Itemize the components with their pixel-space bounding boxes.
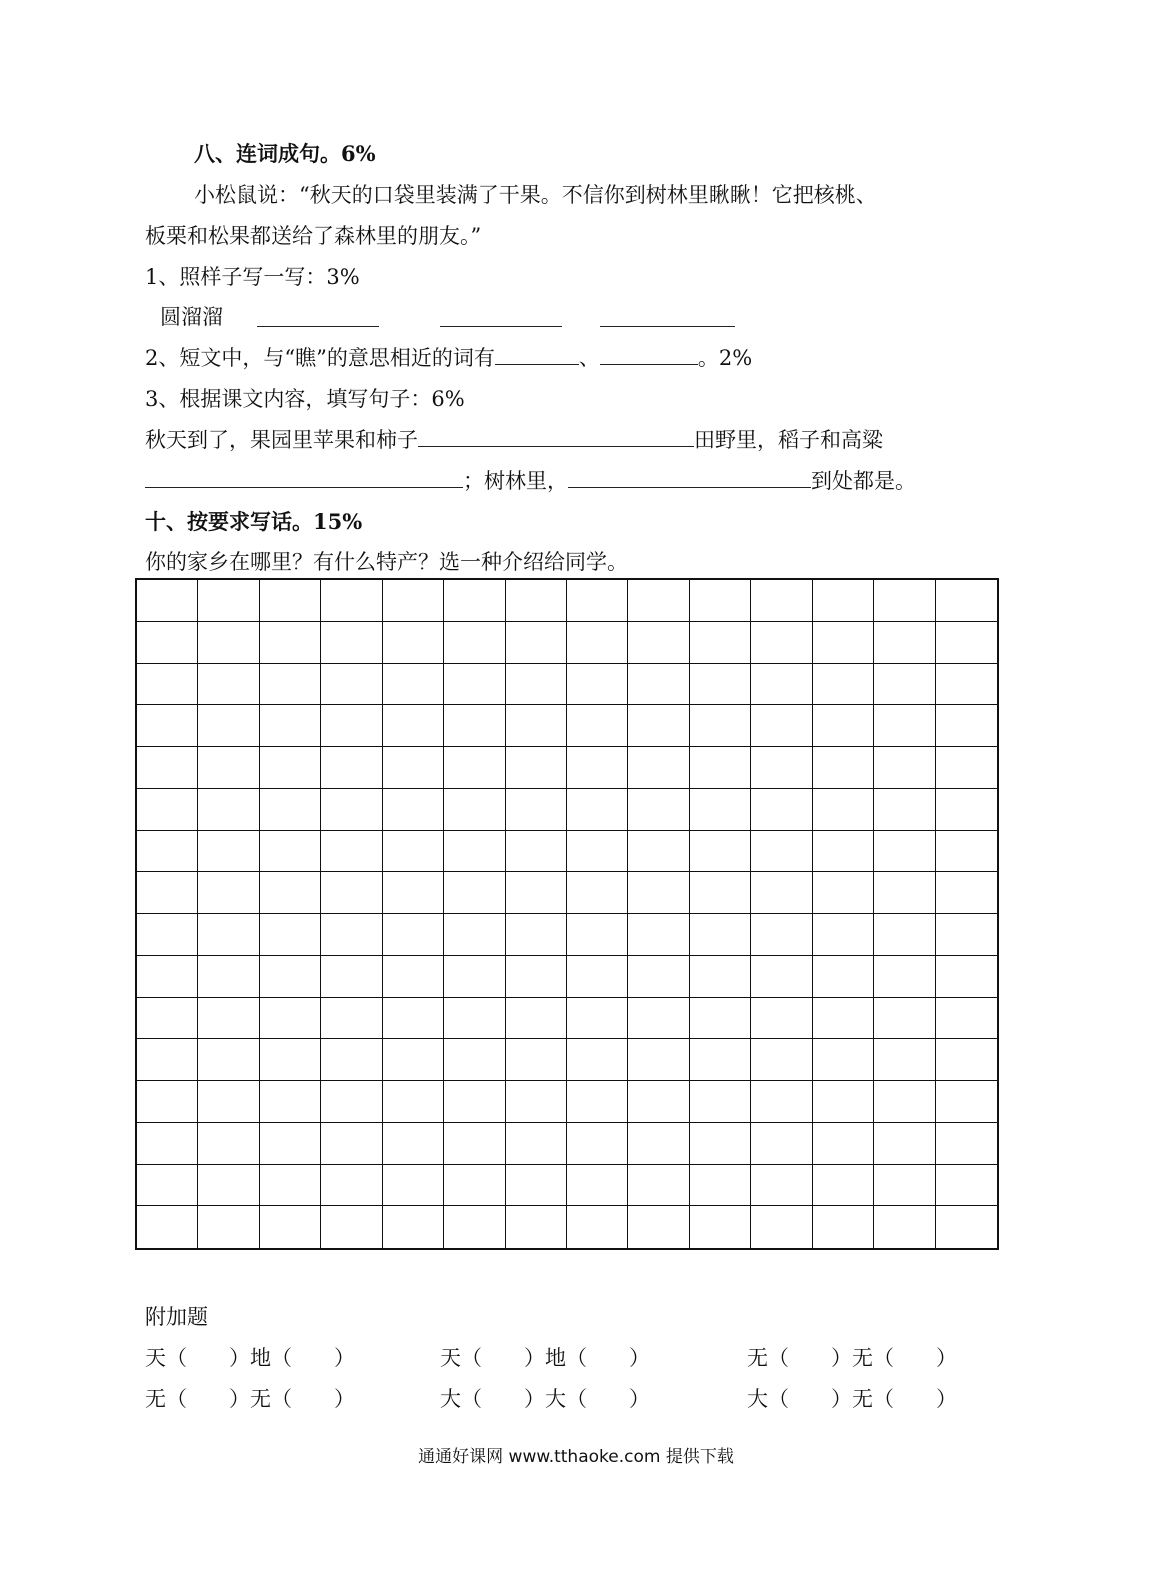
grid-cell[interactable] [690, 1081, 751, 1123]
grid-cell[interactable] [567, 580, 628, 622]
grid-cell[interactable] [198, 1081, 259, 1123]
section-10-title: 十、按要求写话。15% [145, 509, 363, 534]
grid-cell[interactable] [567, 789, 628, 831]
extra-row-2-col-1: 无（ ）无（ ） [145, 1387, 355, 1411]
grid-cell[interactable] [813, 1165, 874, 1207]
grid-cell[interactable] [321, 622, 382, 664]
grid-cell[interactable] [936, 664, 997, 706]
grid-cell[interactable] [690, 914, 751, 956]
question-3-line-2-end: 到处都是。 [811, 469, 916, 493]
grid-cell[interactable] [506, 872, 567, 914]
grid-cell[interactable] [690, 747, 751, 789]
question-3-line-2-mid: ；树林里， [463, 469, 568, 493]
writing-grid[interactable] [135, 578, 999, 1250]
grid-cell[interactable] [874, 1165, 935, 1207]
question-2-row [145, 344, 752, 372]
grid-cell[interactable] [383, 1039, 444, 1081]
grid-cell[interactable] [874, 664, 935, 706]
grid-cell[interactable] [813, 789, 874, 831]
grid-cell[interactable] [321, 580, 382, 622]
grid-cell[interactable] [813, 1206, 874, 1248]
grid-cell[interactable] [444, 789, 505, 831]
grid-cell[interactable] [506, 705, 567, 747]
question-2-text: 2、短文中，与“瞧”的意思相近的词有 [145, 346, 495, 370]
grid-cell[interactable] [444, 872, 505, 914]
grid-cell[interactable] [260, 998, 321, 1040]
grid-cell[interactable] [567, 1206, 628, 1248]
grid-cell[interactable] [137, 998, 198, 1040]
grid-cell[interactable] [567, 1123, 628, 1165]
section-8-title: 八、连词成句。6% [194, 141, 376, 166]
grid-cell[interactable] [137, 1165, 198, 1207]
grid-cell[interactable] [260, 831, 321, 873]
grid-cell[interactable] [874, 1206, 935, 1248]
grid-cell[interactable] [198, 622, 259, 664]
grid-cell[interactable] [260, 1165, 321, 1207]
grid-cell[interactable] [751, 872, 812, 914]
grid-cell[interactable] [321, 1081, 382, 1123]
grid-cell[interactable] [383, 998, 444, 1040]
grid-cell[interactable] [751, 705, 812, 747]
grid-cell[interactable] [936, 1039, 997, 1081]
grid-cell[interactable] [198, 580, 259, 622]
grid-cell[interactable] [137, 789, 198, 831]
grid-cell[interactable] [321, 789, 382, 831]
grid-cell[interactable] [751, 831, 812, 873]
grid-cell[interactable] [751, 664, 812, 706]
grid-cell[interactable] [260, 872, 321, 914]
grid-cell[interactable] [321, 872, 382, 914]
grid-cell[interactable] [936, 914, 997, 956]
extra-row-2-col-3: 大（ ）无（ ） [747, 1387, 957, 1411]
grid-cell[interactable] [567, 872, 628, 914]
grid-cell[interactable] [506, 956, 567, 998]
grid-cell[interactable] [751, 1081, 812, 1123]
grid-cell[interactable] [751, 580, 812, 622]
grid-cell[interactable] [321, 1206, 382, 1248]
extra-row-1-col-2: 天（ ）地（ ） [440, 1346, 650, 1370]
grid-cell[interactable] [383, 1165, 444, 1207]
grid-cell[interactable] [751, 1039, 812, 1081]
grid-cell[interactable] [751, 622, 812, 664]
grid-cell[interactable] [506, 1039, 567, 1081]
grid-cell[interactable] [137, 622, 198, 664]
grid-cell[interactable] [321, 831, 382, 873]
grid-cell[interactable] [260, 1039, 321, 1081]
grid-cell[interactable] [567, 1165, 628, 1207]
grid-cell[interactable] [936, 1081, 997, 1123]
grid-cell[interactable] [628, 998, 689, 1040]
grid-cell[interactable] [628, 747, 689, 789]
grid-cell[interactable] [628, 1039, 689, 1081]
grid-cell[interactable] [874, 998, 935, 1040]
grid-cell[interactable] [690, 1123, 751, 1165]
grid-cell[interactable] [874, 705, 935, 747]
grid-cell[interactable] [690, 1039, 751, 1081]
grid-cell[interactable] [260, 747, 321, 789]
grid-cell[interactable] [874, 1123, 935, 1165]
answer-blank-3b[interactable] [145, 467, 463, 488]
grid-cell[interactable] [813, 1123, 874, 1165]
grid-cell[interactable] [690, 1206, 751, 1248]
grid-cell[interactable] [383, 831, 444, 873]
question-2-points: 。2% [697, 346, 753, 370]
grid-cell[interactable] [444, 747, 505, 789]
passage-line-1: 小松鼠说：“秋天的口袋里装满了干果。不信你到树林里瞅瞅！它把核桃、 [194, 183, 877, 207]
grid-cell[interactable] [198, 914, 259, 956]
grid-cell[interactable] [444, 664, 505, 706]
grid-cell[interactable] [137, 1206, 198, 1248]
grid-cell[interactable] [260, 789, 321, 831]
grid-cell[interactable] [628, 705, 689, 747]
grid-cell[interactable] [506, 622, 567, 664]
grid-cell[interactable] [260, 1123, 321, 1165]
grid-cell[interactable] [813, 831, 874, 873]
grid-cell[interactable] [567, 914, 628, 956]
grid-cell[interactable] [813, 580, 874, 622]
grid-cell[interactable] [383, 1081, 444, 1123]
grid-cell[interactable] [444, 705, 505, 747]
grid-cell[interactable] [506, 664, 567, 706]
grid-cell[interactable] [321, 664, 382, 706]
extra-row-1-col-3: 无（ ）无（ ） [747, 1346, 957, 1370]
grid-cell[interactable] [444, 914, 505, 956]
grid-cell[interactable] [198, 1206, 259, 1248]
grid-cell[interactable] [444, 580, 505, 622]
grid-cell[interactable] [813, 956, 874, 998]
answer-blank-1c[interactable] [600, 306, 735, 327]
grid-cell[interactable] [444, 998, 505, 1040]
grid-cell[interactable] [936, 1206, 997, 1248]
grid-cell[interactable] [628, 956, 689, 998]
grid-cell[interactable] [260, 914, 321, 956]
grid-cell[interactable] [137, 580, 198, 622]
grid-cell[interactable] [567, 1039, 628, 1081]
grid-cell[interactable] [813, 998, 874, 1040]
grid-cell[interactable] [690, 705, 751, 747]
answer-blank-2b[interactable] [600, 344, 698, 365]
grid-cell[interactable] [198, 747, 259, 789]
grid-cell[interactable] [383, 664, 444, 706]
grid-cell[interactable] [506, 580, 567, 622]
grid-cell[interactable] [813, 622, 874, 664]
grid-cell[interactable] [260, 1206, 321, 1248]
grid-cell[interactable] [383, 747, 444, 789]
grid-cell[interactable] [198, 956, 259, 998]
grid-cell[interactable] [444, 831, 505, 873]
grid-cell[interactable] [383, 1123, 444, 1165]
grid-cell[interactable] [321, 1039, 382, 1081]
grid-cell[interactable] [874, 580, 935, 622]
grid-cell[interactable] [137, 1081, 198, 1123]
grid-cell[interactable] [506, 998, 567, 1040]
grid-cell[interactable] [813, 914, 874, 956]
grid-cell[interactable] [690, 622, 751, 664]
question-1-label: 1、照样子写一写：3% [145, 265, 360, 289]
grid-cell[interactable] [321, 747, 382, 789]
grid-cell[interactable] [198, 1123, 259, 1165]
grid-cell[interactable] [690, 956, 751, 998]
grid-cell[interactable] [444, 1206, 505, 1248]
question-3-line-1 [145, 426, 883, 454]
grid-cell[interactable] [506, 747, 567, 789]
grid-cell[interactable] [198, 664, 259, 706]
grid-cell[interactable] [628, 664, 689, 706]
grid-cell[interactable] [628, 1206, 689, 1248]
grid-cell[interactable] [383, 580, 444, 622]
grid-cell[interactable] [874, 1039, 935, 1081]
grid-cell[interactable] [198, 1039, 259, 1081]
grid-cell[interactable] [567, 705, 628, 747]
grid-cell[interactable] [567, 747, 628, 789]
grid-cell[interactable] [198, 705, 259, 747]
grid-cell[interactable] [628, 872, 689, 914]
grid-cell[interactable] [506, 1206, 567, 1248]
grid-cell[interactable] [383, 705, 444, 747]
grid-cell[interactable] [260, 622, 321, 664]
grid-cell[interactable] [813, 872, 874, 914]
grid-cell[interactable] [137, 664, 198, 706]
grid-cell[interactable] [874, 872, 935, 914]
grid-cell[interactable] [260, 580, 321, 622]
grid-cell[interactable] [567, 956, 628, 998]
grid-cell[interactable] [444, 1081, 505, 1123]
grid-cell[interactable] [567, 664, 628, 706]
grid-cell[interactable] [137, 956, 198, 998]
answer-blank-1b[interactable] [440, 306, 562, 327]
grid-cell[interactable] [751, 747, 812, 789]
grid-cell[interactable] [567, 998, 628, 1040]
passage-line-2: 板栗和松果都送给了森林里的朋友。” [145, 224, 482, 248]
grid-cell[interactable] [751, 789, 812, 831]
grid-cell[interactable] [936, 747, 997, 789]
grid-cell[interactable] [874, 956, 935, 998]
grid-cell[interactable] [628, 580, 689, 622]
grid-cell[interactable] [936, 580, 997, 622]
grid-cell[interactable] [936, 956, 997, 998]
question-3-line-1-start: 秋天到了，果园里苹果和柿子 [145, 428, 418, 452]
grid-cell[interactable] [444, 622, 505, 664]
grid-cell[interactable] [321, 998, 382, 1040]
grid-cell[interactable] [936, 831, 997, 873]
grid-cell[interactable] [936, 789, 997, 831]
grid-cell[interactable] [874, 914, 935, 956]
grid-cell[interactable] [383, 622, 444, 664]
grid-cell[interactable] [260, 705, 321, 747]
grid-cell[interactable] [874, 747, 935, 789]
grid-cell[interactable] [321, 914, 382, 956]
grid-cell[interactable] [567, 622, 628, 664]
grid-cell[interactable] [383, 789, 444, 831]
grid-cell[interactable] [690, 580, 751, 622]
grid-cell[interactable] [874, 831, 935, 873]
grid-cell[interactable] [137, 831, 198, 873]
grid-cell[interactable] [198, 998, 259, 1040]
grid-cell[interactable] [628, 622, 689, 664]
grid-cell[interactable] [751, 998, 812, 1040]
grid-cell[interactable] [321, 1165, 382, 1207]
grid-cell[interactable] [936, 1165, 997, 1207]
question-3-label: 3、根据课文内容，填写句子：6% [145, 387, 465, 411]
grid-cell[interactable] [260, 956, 321, 998]
grid-cell[interactable] [751, 914, 812, 956]
grid-cell[interactable] [690, 872, 751, 914]
grid-cell[interactable] [628, 789, 689, 831]
extra-title: 附加题 [145, 1305, 208, 1329]
grid-cell[interactable] [506, 789, 567, 831]
grid-cell[interactable] [690, 1165, 751, 1207]
grid-cell[interactable] [321, 1123, 382, 1165]
grid-cell[interactable] [137, 1039, 198, 1081]
grid-cell[interactable] [198, 1165, 259, 1207]
grid-cell[interactable] [321, 705, 382, 747]
grid-cell[interactable] [690, 789, 751, 831]
question-1-example: 圆溜溜 [160, 305, 223, 329]
grid-cell[interactable] [936, 622, 997, 664]
grid-cell[interactable] [506, 1123, 567, 1165]
grid-cell[interactable] [874, 622, 935, 664]
grid-cell[interactable] [260, 1081, 321, 1123]
answer-blank-3a[interactable] [418, 426, 694, 447]
grid-cell[interactable] [137, 1123, 198, 1165]
grid-cell[interactable] [506, 831, 567, 873]
answer-blank-3c[interactable] [568, 467, 811, 488]
grid-cell[interactable] [690, 998, 751, 1040]
grid-cell[interactable] [506, 914, 567, 956]
grid-cell[interactable] [260, 664, 321, 706]
grid-cell[interactable] [813, 1081, 874, 1123]
grid-cell[interactable] [444, 1165, 505, 1207]
grid-cell[interactable] [936, 872, 997, 914]
grid-cell[interactable] [751, 1123, 812, 1165]
grid-cell[interactable] [198, 831, 259, 873]
grid-cell[interactable] [751, 1206, 812, 1248]
grid-cell[interactable] [383, 1206, 444, 1248]
grid-cell[interactable] [813, 705, 874, 747]
grid-cell[interactable] [137, 747, 198, 789]
grid-cell[interactable] [936, 998, 997, 1040]
grid-cell[interactable] [628, 1123, 689, 1165]
grid-cell[interactable] [137, 872, 198, 914]
grid-cell[interactable] [506, 1165, 567, 1207]
grid-cell[interactable] [874, 1081, 935, 1123]
grid-cell[interactable] [321, 956, 382, 998]
grid-cell[interactable] [444, 1039, 505, 1081]
grid-cell[interactable] [813, 1039, 874, 1081]
grid-cell[interactable] [628, 831, 689, 873]
grid-cell[interactable] [813, 747, 874, 789]
extra-row-1-col-1: 天（ ）地（ ） [145, 1346, 355, 1370]
grid-cell[interactable] [567, 831, 628, 873]
grid-cell[interactable] [383, 914, 444, 956]
grid-cell[interactable] [751, 956, 812, 998]
extra-row-2-col-2: 大（ ）大（ ） [440, 1387, 650, 1411]
grid-cell[interactable] [506, 1081, 567, 1123]
question-3-line-2 [145, 467, 916, 495]
grid-cell[interactable] [198, 872, 259, 914]
grid-cell[interactable] [628, 1081, 689, 1123]
grid-cell[interactable] [936, 705, 997, 747]
question-2-separator: 、 [578, 346, 600, 370]
answer-blank-2a[interactable] [495, 344, 579, 365]
grid-cell[interactable] [198, 789, 259, 831]
grid-cell[interactable] [690, 831, 751, 873]
grid-cell[interactable] [936, 1123, 997, 1165]
question-3-line-1-end: 田野里，稻子和高粱 [694, 428, 883, 452]
grid-cell[interactable] [813, 664, 874, 706]
writing-prompt: 你的家乡在哪里？有什么特产？选一种介绍给同学。 [145, 550, 628, 574]
grid-cell[interactable] [874, 789, 935, 831]
grid-cell[interactable] [383, 872, 444, 914]
grid-cell[interactable] [628, 1165, 689, 1207]
grid-cell[interactable] [751, 1165, 812, 1207]
grid-cell[interactable] [690, 664, 751, 706]
grid-cell[interactable] [628, 914, 689, 956]
grid-cell[interactable] [444, 1123, 505, 1165]
grid-cell[interactable] [137, 914, 198, 956]
answer-blank-1a[interactable] [257, 306, 379, 327]
grid-cell[interactable] [137, 705, 198, 747]
footer-credit: 通通好课网 www.tthaoke.com 提供下载 [418, 1447, 734, 1467]
grid-cell[interactable] [567, 1081, 628, 1123]
grid-cell[interactable] [444, 956, 505, 998]
grid-cell[interactable] [383, 956, 444, 998]
